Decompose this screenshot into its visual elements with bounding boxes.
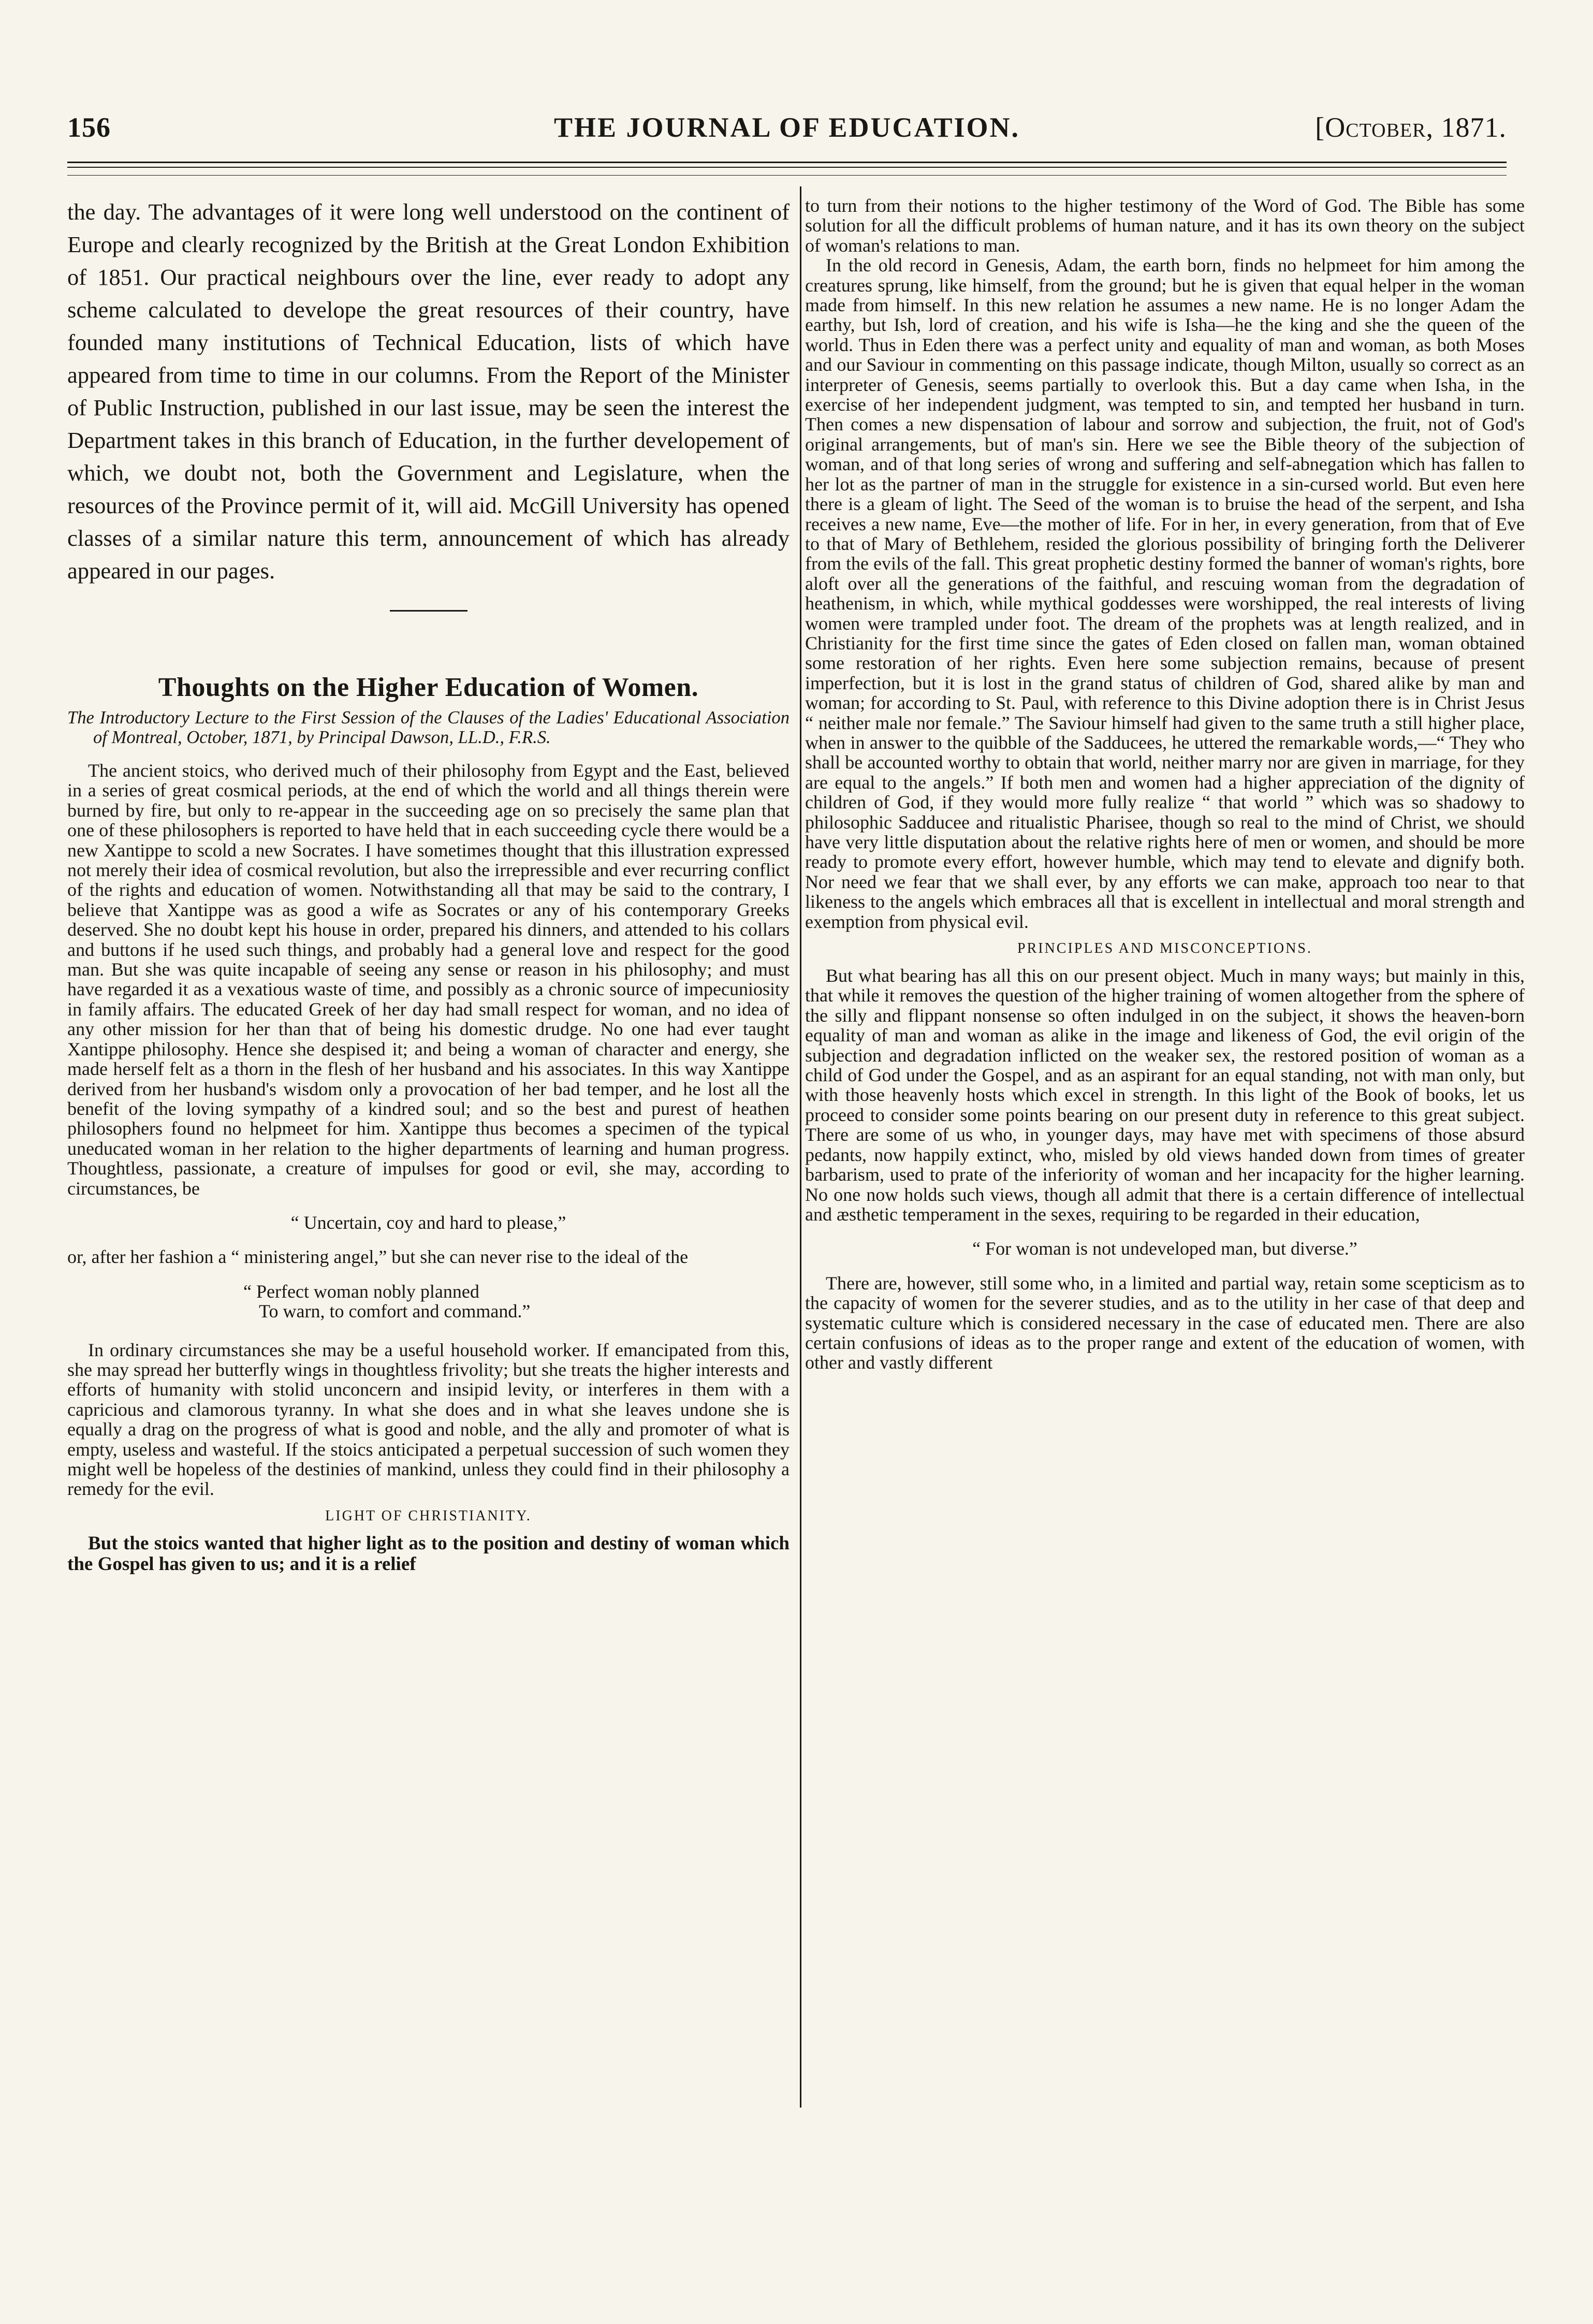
page-number: 156 (67, 112, 111, 143)
body-paragraph: But the stoics wanted that higher light as to the position and destiny of woman which the Gospel has given to us; and it is a relief (67, 1532, 790, 1575)
header-rule (67, 167, 1507, 168)
quotation: “ For woman is not undeveloped man, but diverse.” (972, 1238, 1357, 1259)
body-paragraph: In the old record in Genesis, Adam, the earth born, finds no helpmeet for him among the creatures sprung, like himself, from the ground; but he is given that equal helper in the woman made from himself. In this new relation he assumes a new name. He is no longer Adam the earthy, but Ish, lord of creation, and his wife is Isha—he the king and she the queen of the world. Thus in Eden there was a perfect unity and equality of man and woman, as both Moses and our Saviour in commenting on this passage indicate, though Milton, usually so correct as an interpreter of Genesis, seems partially to overlook this. But a day came when Isha, in the exercise of her independent judgment, was tempted to sin, and tempted her husband in turn. Then comes a new dispensation of labour and sorrow and subjection, the fruit, not of God's original arrangements, but of man's sin. Here we see the Bible theory of the subjection of woman, and of that long series of wrong and suffering and self-abnegation which has fallen to her lot as the partner of man in the struggle for existence in a sin-cursed world. But even here there is a gleam of light. The Seed of the woman is to bruise the head of the serpent, and Isha receives a new name, Eve—the mother of life. For in her, in every generation, from that of Eve to that of Mary of Bethlehem, resided the glorious possibility of bringing forth the Deliverer from the evils of the fall. This great prophetic destiny formed the banner of woman's rights, bore aloft over all the generations of the faithful, and rescuing woman from the degradation of heathenism, in which, while mythical goddesses were worshipped, the real interests of living women were trampled under foot. The dream of the prophets was at length realized, and in Christianity for the first time since the gates of Eden closed on fallen man, woman obtained some restoration of her rights. Even here some subjection remains, because of present imperfection, but it is lost in the grand status of children of God, shared alike by man and woman; for according to St. Paul, with reference to this Divine adoption there is in Christ Jesus “ neither male nor female.” The Saviour himself had given to the same truth a still higher place, when in answer to the quibble of the Sadducees, he uttered the remarkable words,—“ They who shall be accounted worthy to obtain that world, neither marry nor are given in marriage, for they are equal to the angels.” If both men and women had a higher appreciation of the dignity of children of God, if they would more fully realize “ that world ” which was so shadowy to philosophic Sadducee and ritualistic Pharisee, though so real to the mind of Christ, we should have very little disputation about the relative rights here of men or women, and should be more ready to promote every effort, however humble, which may tend to elevate and dignify both. Nor need we fear that we shall ever, by any efforts we can make, approach too near to that likeness to the angels which embraces all that is excellent in intellectual and moral strength and exemption from physical evil. (805, 255, 1525, 932)
date-prefix: [ (1315, 112, 1325, 143)
header-rule (67, 175, 1507, 176)
intro-paragraph: the day. The advantages of it were long well understood on the continent of Europe and clearly recognized by the British at the Great London Exhibition of 1851. Our practical neighbours over the line, ever ready to adopt any scheme calculated to develope the great resources of their country, have founded many institutions of Technical Education, lists of which have appeared from time to time in our columns. From the Report of the Minister of Public Instruction, published in our last issue, may be seen the interest the Department takes in this branch of Education, in the further developement of which, we doubt not, both the Government and Legislature, when the resources of the Province permit of it, will aid. McGill University has opened classes of a similar nature this term, announcement of which has already appeared in our pages. (67, 199, 790, 584)
quotation-line: “ Perfect woman nobly planned (243, 1281, 479, 1302)
body-paragraph: There are, however, still some who, in a limited and partial way, retain some scepticism as to the capacity of women for the severer studies, and as to the utility in her case of that deep and systematic culture which is considered necessary in the case of educated men. There are also certain confusions of ideas as to the proper range and extent of the education of women, with other and vastly different (805, 1272, 1525, 1373)
journal-title: THE JOURNAL OF EDUCATION. (553, 112, 1020, 143)
body-paragraph: The ancient stoics, who derived much of their philosophy from Egypt and the East, believed in a series of great cosmical periods, at the end of which the world and all things therein were burned by fire, but only to re-appear in the succeeding age on so precisely the same plan that one of these philosophers is reported to have held that in each succeeding cycle there would be a new Xantippe to scold a new Socrates. I have sometimes thought that this illustration expressed not merely their idea of cosmical revolution, but also the irrepressible and ever recurring conflict of the rights and education of women. Notwithstanding all that may be said to the contrary, I believe that Xantippe was as good a wife as Socrates or any of his contemporary Greeks deserved. She no doubt kept his house in order, prepared his dinners, and attended to his collars and buttons if he used such things, and probably had a general love and respect for the good man. But she was quite incapable of seeing any sense or reason in his philosophy; and must have regarded it as a vexatious waste of time, and possibly as a chronic source of impecuniosity in family affairs. The educated Greek of her day had small respect for woman, and no idea of any other mission for her than that of being his domestic drudge. No one had ever taught Xantippe philosophy. Hence she despised it; and being a woman of character and energy, she made herself felt as a thorn in the flesh of her husband and his associates. In this way Xantippe derived from her husband's wisdom only a provocation of her bad temper, and he lost all the benefit of the loving sympathy of a kindred soul; and so the best and purest of heathen philosophers found no helpmeet for him. Xantippe thus becomes a specimen of the typical uneducated woman in her relation to the higher departments of learning and human progress. Thoughtless, passionate, a creature of impulses for good or evil, she may, according to circumstances, be (67, 760, 790, 1199)
column-divider (800, 186, 801, 2108)
body-paragraph: or, after her fashion a “ ministering angel,” but she can never rise to the ideal of the (67, 1246, 689, 1268)
article-subtitle: The Introductory Lecture to the First Session of the Clauses of the Ladies' Educational Association of Montreal, October, 1871, by Principal Dawson, LL.D., F.R.S. (67, 708, 790, 747)
body-paragraph: In ordinary circumstances she may be a useful household worker. If emancipated from this, she may spread her butterfly wings in thoughtless frivolity; but she treats the higher interests and efforts of humanity with stolid unconcern and insipid levity, or interferes in them with a capricious and clamorous tyranny. In what she does and in what she leaves undone she is equally a drag on the progress of what is good and noble, and the ally and promoter of what is empty, useless and wasteful. If the stoics anticipated a perpetual succession of such women they might well be hopeless of the destinies of mankind, unless they could find in their philosophy a remedy for the evil. (67, 1339, 790, 1500)
article-title: Thoughts on the Higher Education of Women. (158, 673, 699, 702)
quotation (243, 1282, 790, 1321)
quotation: “ Uncertain, coy and hard to please,” (290, 1212, 566, 1233)
date-month: October (1325, 112, 1426, 143)
body-paragraph: But what bearing has all this on our present object. Much in many ways; but mainly in this, that while it removes the question of the higher training of women altogether from the sphere of the silly and flippant nonsense so often indulged in on the subject, it shows the heaven-born equality of man and woman as alike in the image and likeness of God, the evil origin of the subjection and degradation inflicted on the weaker sex, the restored position of woman as a child of God under the Gospel, and as an aspirant for an equal standing, not with man only, but with those heavenly hosts which excel in strength. In this light of the Book of books, let us proceed to consider some points bearing on our present duty in reference to this great subject. There are some of us who, in younger days, may have met with specimens of those absurd pedants, now happily extinct, who, misled by old views handed down from times of greater barbarism, used to prate of the inferiority of woman and her incapacity for the higher learning. No one now holds such views, though all admit that there is a certain difference of intellectual and æsthetic temperament in the sexes, requiring to be regarded in their education, (805, 965, 1525, 1225)
page-header (67, 111, 1507, 153)
section-heading: LIGHT OF CHRISTIANITY. (325, 1507, 532, 1524)
right-column (805, 196, 1525, 1373)
issue-date (1315, 111, 1507, 143)
body-paragraph: to turn from their notions to the higher testimony of the Word of God. The Bible has some solution for all the difficult problems of human nature, and it has its own theory on the subject of woman's relations to man. (805, 195, 1525, 256)
section-divider (390, 610, 467, 612)
section-heading: PRINCIPLES AND MISCONCEPTIONS. (1017, 940, 1312, 957)
quotation-line: To warn, to comfort and command.” (259, 1301, 531, 1322)
header-rule (67, 162, 1507, 163)
date-year: , 1871. (1426, 112, 1507, 143)
left-column (67, 196, 790, 1575)
